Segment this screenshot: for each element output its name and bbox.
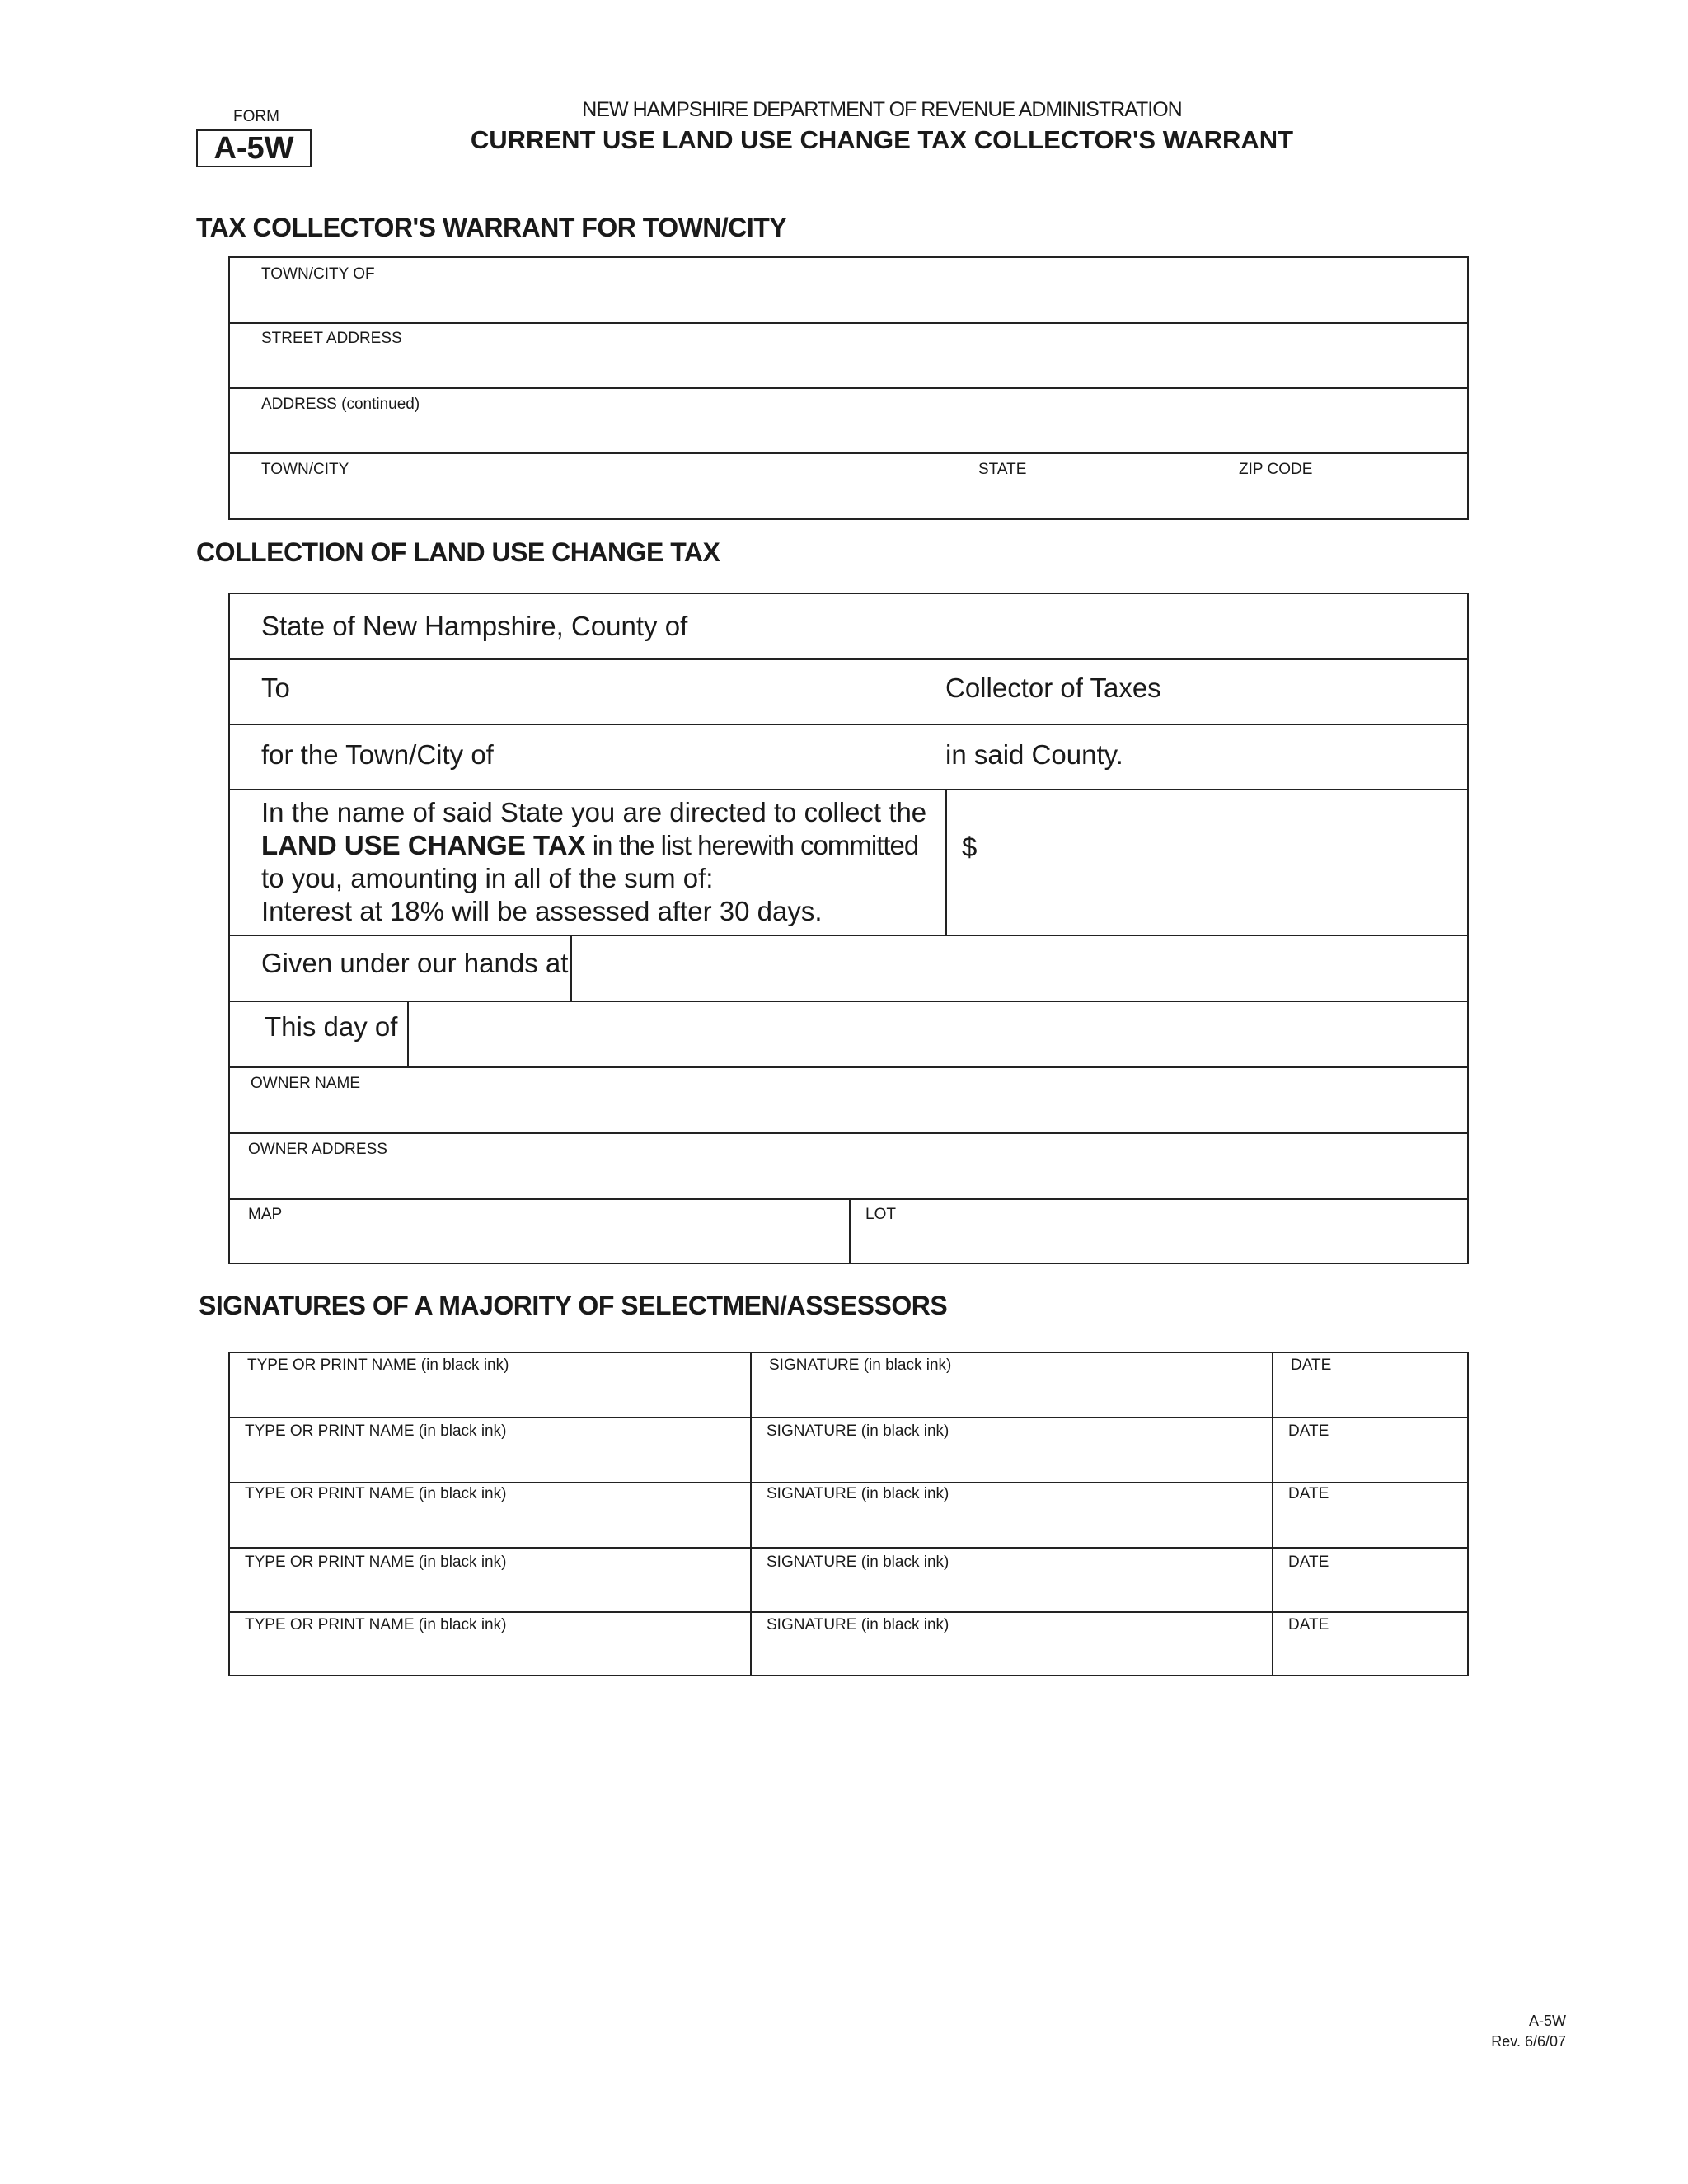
county-field[interactable]	[230, 594, 1467, 658]
dollar-sign: $	[962, 832, 978, 862]
directive-paragraph	[261, 796, 937, 928]
form-number-box: A-5W	[196, 129, 312, 167]
this-day-label: This day of	[265, 1011, 398, 1042]
form-label: FORM	[233, 108, 279, 125]
address-continued-label: ADDRESS (continued)	[261, 396, 420, 413]
date-label: DATE	[1288, 1422, 1329, 1440]
selectman-date-field[interactable]	[1273, 1612, 1467, 1675]
street-address-label: STREET ADDRESS	[261, 330, 402, 347]
town-city-of-label: TOWN/CITY OF	[261, 265, 375, 283]
land-use-change-tax-text: LAND USE CHANGE TAX	[261, 830, 586, 860]
directive-line-1: In the name of said State you are directed to collect the	[261, 797, 927, 827]
footer-form-number: A-5W	[1529, 2013, 1566, 2029]
selectman-name-field[interactable]	[230, 1612, 750, 1675]
town-city-label: TOWN/CITY	[261, 461, 349, 478]
selectman-signature-field[interactable]	[752, 1418, 1272, 1482]
owner-address-label: OWNER ADDRESS	[248, 1141, 387, 1158]
owner-address-field[interactable]	[230, 1133, 1467, 1198]
selectman-signature-field[interactable]	[752, 1548, 1272, 1611]
selectman-name-field[interactable]	[230, 1353, 750, 1417]
zip-code-field[interactable]	[1207, 453, 1467, 518]
street-address-field[interactable]	[230, 323, 1467, 387]
in-said-county-label: in said County.	[945, 739, 1123, 770]
state-label: STATE	[978, 461, 1027, 478]
selectman-signature-field[interactable]	[752, 1353, 1272, 1417]
signature-label: SIGNATURE (in black ink)	[767, 1422, 950, 1440]
tax-amount-field[interactable]	[947, 790, 1467, 935]
county-label: State of New Hampshire, County of	[261, 611, 688, 641]
directive-line-2	[261, 829, 937, 862]
department-name: NEW HAMPSHIRE DEPARTMENT OF REVENUE ADMINISTRATION	[582, 98, 1182, 121]
directive-line-3: to you, amounting in all of the sum of:	[261, 863, 714, 893]
date-label: DATE	[1288, 1485, 1329, 1502]
selectman-name-field[interactable]	[230, 1483, 750, 1547]
page-title: CURRENT USE LAND USE CHANGE TAX COLLECTOR'S WARRANT	[470, 125, 1294, 154]
signature-label: SIGNATURE (in black ink)	[767, 1485, 950, 1502]
owner-name-label: OWNER NAME	[251, 1075, 360, 1092]
selectman-name-field[interactable]	[230, 1418, 750, 1482]
section-heading-collection: COLLECTION OF LAND USE CHANGE TAX	[196, 537, 720, 567]
collection-box	[228, 593, 1469, 1264]
section-heading-warrant: TAX COLLECTOR'S WARRANT FOR TOWN/CITY	[196, 213, 787, 242]
address-continued-field[interactable]	[230, 388, 1467, 452]
lot-label: LOT	[865, 1206, 896, 1223]
map-field[interactable]	[230, 1199, 849, 1263]
interest-line: Interest at 18% will be assessed after 30 days.	[261, 896, 823, 926]
town-city-of-field[interactable]	[230, 258, 1467, 322]
this-day-field[interactable]	[409, 1001, 1467, 1066]
owner-name-field[interactable]	[230, 1067, 1467, 1132]
date-label: DATE	[1288, 1616, 1329, 1633]
to-field[interactable]	[230, 659, 945, 724]
print-name-label: TYPE OR PRINT NAME (in black ink)	[247, 1357, 509, 1374]
section-heading-signatures: SIGNATURES OF A MAJORITY OF SELECTMEN/ASSESSORS	[199, 1291, 948, 1320]
collector-of-taxes-label: Collector of Taxes	[945, 673, 1161, 703]
selectman-date-field[interactable]	[1273, 1483, 1467, 1547]
print-name-label: TYPE OR PRINT NAME (in black ink)	[245, 1422, 507, 1440]
for-town-label: for the Town/City of	[261, 739, 494, 770]
date-label: DATE	[1291, 1357, 1332, 1374]
print-name-label: TYPE OR PRINT NAME (in black ink)	[245, 1485, 507, 1502]
to-label: To	[261, 673, 290, 703]
selectman-name-field[interactable]	[230, 1548, 750, 1611]
signatures-table	[228, 1352, 1469, 1676]
given-at-field[interactable]	[572, 935, 1467, 1001]
lot-field[interactable]	[851, 1199, 1467, 1263]
signature-label: SIGNATURE (in black ink)	[769, 1357, 952, 1374]
map-label: MAP	[248, 1206, 283, 1223]
print-name-label: TYPE OR PRINT NAME (in black ink)	[245, 1616, 507, 1633]
signature-label: SIGNATURE (in black ink)	[767, 1554, 950, 1571]
warrant-address-box	[228, 256, 1469, 520]
date-label: DATE	[1288, 1554, 1329, 1571]
directive-line-2-rest: in the list herewith committed	[585, 830, 919, 860]
selectman-date-field[interactable]	[1273, 1353, 1467, 1417]
selectman-date-field[interactable]	[1273, 1418, 1467, 1482]
footer-revision: Rev. 6/6/07	[1491, 2033, 1566, 2050]
signature-label: SIGNATURE (in black ink)	[767, 1616, 950, 1633]
state-field[interactable]	[947, 453, 1207, 518]
selectman-date-field[interactable]	[1273, 1548, 1467, 1611]
print-name-label: TYPE OR PRINT NAME (in black ink)	[245, 1554, 507, 1571]
selectman-signature-field[interactable]	[752, 1483, 1272, 1547]
town-city-field[interactable]	[230, 453, 947, 518]
for-town-field[interactable]	[230, 724, 945, 789]
given-under-label: Given under our hands at	[261, 948, 569, 978]
zip-code-label: ZIP CODE	[1239, 461, 1313, 478]
selectman-signature-field[interactable]	[752, 1612, 1272, 1675]
